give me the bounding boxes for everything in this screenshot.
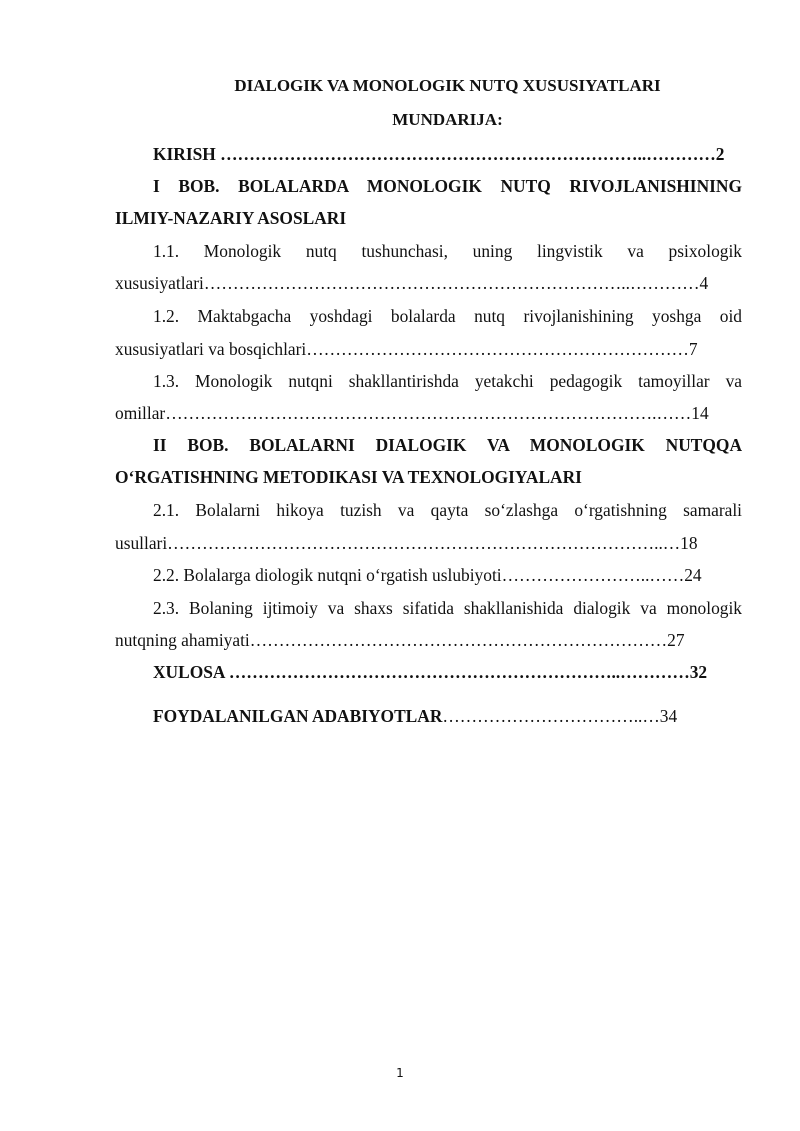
document-title: DIALOGIK VA MONOLOGIK NUTQ XUSUSIYATLARI <box>234 76 661 95</box>
toc-entry-1-2-line-1: 1.2. Maktabgacha yoshdagi bolalarda nutq rivojlanishining yoshga oid <box>153 306 742 326</box>
page-number: 1 <box>396 1066 404 1080</box>
toc-heading: MUNDARIJA: <box>392 110 503 129</box>
toc-chapter-2-line-1: II BOB. BOLALARNI DIALOGIK VA MONOLOGIK NUTQQA <box>153 435 742 455</box>
toc-entry-2-2: 2.2. Bolalarga diologik nutqni o‘rgatish uslubiyoti……………………..……24 <box>153 565 702 585</box>
toc-entry-kirish: KIRISH ………………………………………………………………..…………2 <box>153 144 725 164</box>
toc-entry-1-3-line-1: 1.3. Monologik nutqni shakllantirishda yetakchi pedagogik tamoyillar va <box>153 371 742 391</box>
toc-entry-1-1-line-2: xususiyatlari………………………………………………………………..…………4 <box>115 273 709 293</box>
toc-entry-xulosa: XULOSA …………………………………………………………..…………32 <box>153 662 708 682</box>
toc-chapter-2-line-2: O‘RGATISHNING METODIKASI VA TEXNOLOGIYALARI <box>115 467 582 487</box>
toc-entry-1-3-line-2: omillar………………………………………………………………………….……14 <box>115 403 709 423</box>
toc-entry-2-3-line-2: nutqning ahamiyati………………………………………………………………27 <box>115 630 685 650</box>
toc-entry-2-1-line-1: 2.1. Bolalarni hikoya tuzish va qayta so‘zlashga o‘rgatishning samarali <box>153 500 742 520</box>
toc-entry-2-1-line-2: usullari…………………………………………………………………………..…18 <box>115 533 698 553</box>
toc-entry-adabiyotlar-label: FOYDALANILGAN ADABIYOTLAR <box>153 706 443 726</box>
toc-entry-adabiyotlar <box>115 705 742 727</box>
toc-entry-2-3-line-1: 2.3. Bolaning ijtimoiy va shaxs sifatida shakllanishida dialogik va monologik <box>153 598 742 618</box>
toc-entry-adabiyotlar-leader: ……………………………..…34 <box>442 706 678 726</box>
toc-chapter-1-line-2: ILMIY-NAZARIY ASOSLARI <box>115 208 347 228</box>
toc-entry-1-1-line-1: 1.1. Monologik nutq tushunchasi, uning lingvistik va psixologik <box>153 241 742 261</box>
toc-chapter-1-line-1: I BOB. BOLALARDA MONOLOGIK NUTQ RIVOJLANISHINING <box>153 176 742 196</box>
toc-entry-1-2-line-2: xususiyatlari va bosqichlari…………………………………………………………7 <box>115 339 698 359</box>
